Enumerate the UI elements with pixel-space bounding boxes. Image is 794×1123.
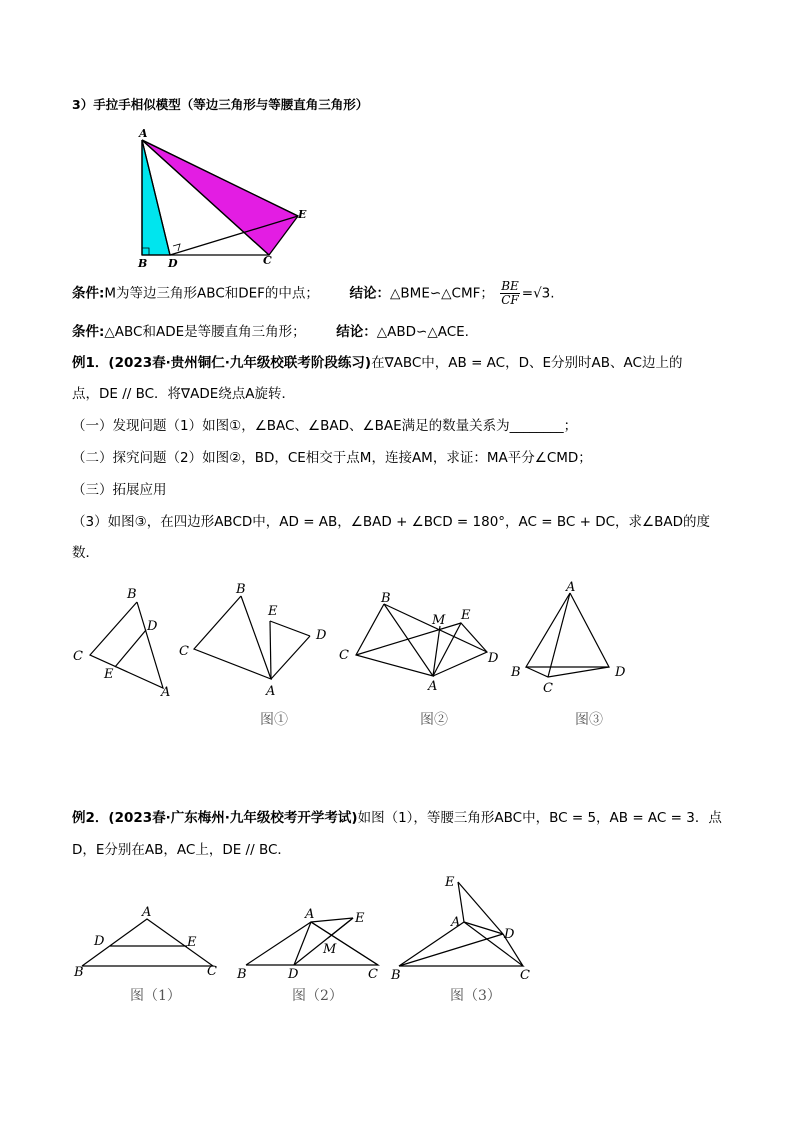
svg-text:E: E bbox=[104, 667, 114, 682]
svg-text:B: B bbox=[74, 965, 84, 980]
right-angle-mark-d bbox=[173, 244, 180, 251]
svg-text:D: D bbox=[615, 665, 626, 680]
svg-text:A: A bbox=[305, 907, 315, 922]
ex1-q3-head: （三）拓展应用 bbox=[72, 482, 167, 498]
svg-text:B: B bbox=[237, 967, 247, 982]
svg-text:B: B bbox=[511, 665, 521, 680]
svg-text:C: C bbox=[543, 681, 553, 696]
svg-text:B: B bbox=[381, 591, 391, 606]
caption-ex2-fig-3: 图（3） bbox=[450, 988, 501, 1004]
condition-1 bbox=[72, 280, 555, 307]
ex1-line-1 bbox=[72, 353, 682, 373]
caption-ex2-fig-1: 图（1） bbox=[130, 988, 181, 1004]
main-figure bbox=[130, 124, 320, 269]
ex2-title: 例2．(2023春·广东梅州·九年级校考开学考试) bbox=[72, 810, 358, 826]
section-title: 3）手拉手相似模型（等边三角形与等腰直角三角形） bbox=[72, 97, 369, 112]
svg-text:A: A bbox=[451, 915, 461, 930]
cond2-label: 条件: bbox=[72, 324, 105, 340]
ex2-figure-3 bbox=[399, 882, 523, 966]
cond1-conclusion: △BME∽△CMF； bbox=[390, 285, 494, 302]
cond1-text: M为等边三角形ABC和DEF的中点； bbox=[104, 285, 319, 302]
ex1-figure-0 bbox=[90, 602, 163, 688]
svg-text:A: A bbox=[142, 905, 152, 920]
label-e: E bbox=[298, 208, 307, 221]
label-b: B bbox=[138, 257, 148, 269]
cond1-conclusion-label: 结论： bbox=[349, 285, 391, 302]
svg-text:D: D bbox=[316, 628, 327, 643]
label-a: A bbox=[139, 127, 148, 140]
ex1-q3: （3）如图③，在四边形ABCD中，AD = AB，∠BAD + ∠BCD = 180°，AC = BC + DC，求∠BAD的度 bbox=[72, 514, 711, 530]
svg-text:E: E bbox=[187, 935, 197, 950]
ex1-q3-tail: 数． bbox=[72, 545, 99, 561]
svg-text:D: D bbox=[147, 619, 158, 634]
svg-text:C: C bbox=[179, 644, 189, 659]
ex1-figure-1 bbox=[194, 596, 310, 679]
svg-text:C: C bbox=[73, 649, 83, 664]
svg-text:M: M bbox=[323, 942, 337, 957]
label-c: C bbox=[263, 254, 272, 267]
svg-text:C: C bbox=[520, 968, 530, 983]
ex1-line1: 在∇ABC中，AB = AC，D、E分别时AB、AC边上的 bbox=[371, 355, 683, 371]
ex1-q1: （一）发现问题（1）如图①，∠BAC、∠BAD、∠BAE满足的数量关系为________； bbox=[72, 418, 578, 434]
svg-text:D: D bbox=[288, 967, 299, 982]
svg-text:E: E bbox=[445, 875, 455, 890]
cond2-conclusion-label: 结论： bbox=[336, 324, 377, 340]
cond1-label: 条件: bbox=[72, 285, 105, 302]
ex1-line-2: 点，DE // BC．将∇ADE绕点A旋转． bbox=[72, 386, 295, 402]
ex2-line1: 如图（1），等腰三角形ABC中，BC = 5，AB = AC = 3．点 bbox=[357, 810, 722, 826]
ex1-figures bbox=[60, 575, 660, 735]
cond1-eq: = bbox=[521, 285, 534, 302]
ex1-title: 例1．(2023春·贵州铜仁·九年级校联考阶段练习) bbox=[72, 355, 372, 371]
svg-text:E: E bbox=[355, 911, 365, 926]
svg-text:C: C bbox=[368, 967, 378, 982]
svg-text:E: E bbox=[268, 604, 278, 619]
svg-text:A: A bbox=[428, 679, 438, 694]
ex2-figures bbox=[70, 870, 540, 1015]
ex2-line-1 bbox=[72, 808, 722, 828]
ex1-q2: （二）探究问题（2）如图②，BD，CE相交于点M，连接AM，求证：MA平分∠CMD； bbox=[72, 450, 592, 466]
caption-fig-2: 图② bbox=[420, 712, 448, 728]
svg-text:C: C bbox=[339, 648, 349, 663]
svg-text:A: A bbox=[161, 685, 171, 700]
svg-text:B: B bbox=[236, 582, 246, 597]
condition-2 bbox=[72, 322, 469, 342]
svg-text:D: D bbox=[94, 934, 105, 949]
svg-text:E: E bbox=[461, 608, 471, 623]
svg-text:D: D bbox=[504, 927, 515, 942]
svg-text:A: A bbox=[566, 580, 576, 595]
label-d: D bbox=[168, 257, 178, 269]
svg-text:B: B bbox=[391, 968, 401, 983]
caption-ex2-fig-2: 图（2） bbox=[292, 988, 343, 1004]
fraction-be-cf: $\frac{BE}{CF}$ bbox=[501, 279, 519, 307]
svg-text:A: A bbox=[266, 684, 276, 699]
ex1-figure-3 bbox=[526, 593, 609, 677]
caption-fig-3: 图③ bbox=[575, 712, 603, 728]
svg-text:D: D bbox=[488, 651, 499, 666]
cond1-sqrt: √3. bbox=[533, 285, 555, 302]
cond2-conclusion: △ABD∽△ACE. bbox=[376, 324, 469, 340]
svg-text:C: C bbox=[207, 964, 217, 979]
svg-text:M: M bbox=[432, 613, 446, 628]
svg-text:B: B bbox=[127, 587, 137, 602]
ex2-line-2: D，E分别在AB，AC上，DE // BC． bbox=[72, 842, 291, 858]
caption-fig-1: 图① bbox=[260, 712, 288, 728]
cond2-text: △ABC和ADE是等腰直角三角形； bbox=[104, 324, 306, 340]
